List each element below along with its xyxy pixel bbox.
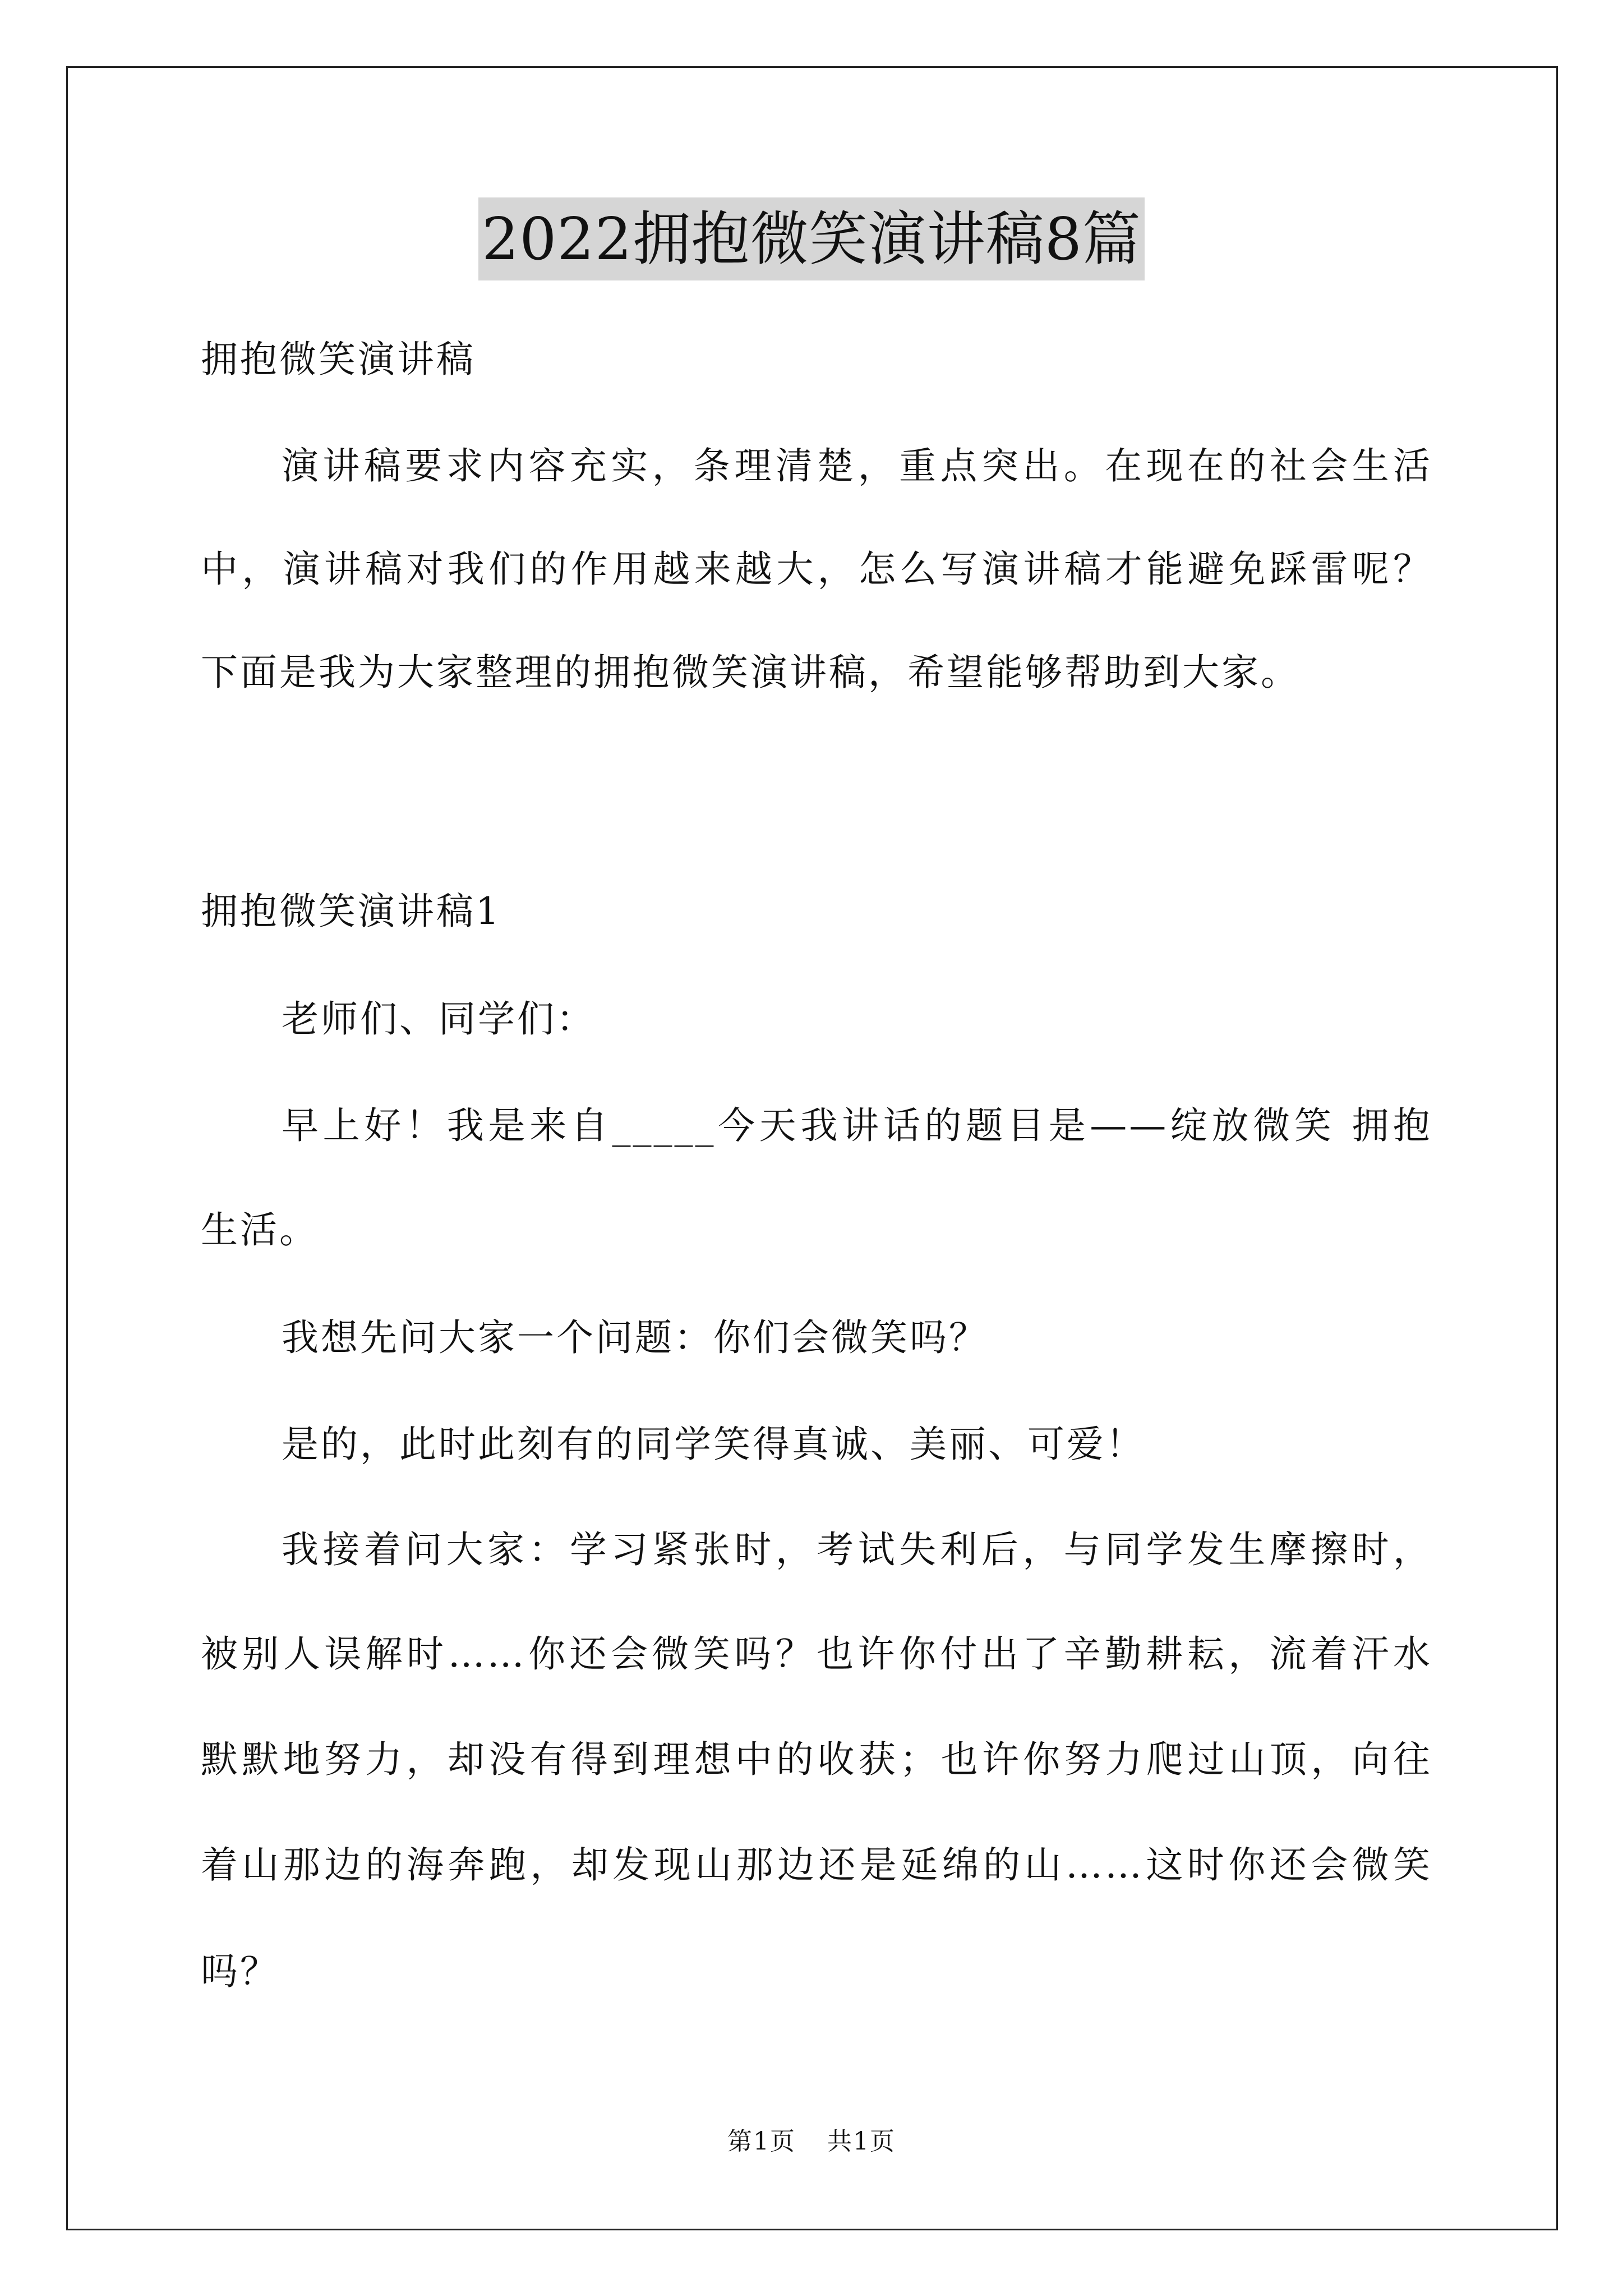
document-body — [201, 0, 1432, 2296]
intro-line-3: 下面是我为大家整理的拥抱微笑演讲稿，希望能够帮助到大家。 — [201, 651, 1300, 694]
speech-paragraph-4-line-5: 吗？ — [201, 1950, 279, 1993]
speech-paragraph-3: 是的，此时此刻有的同学笑得真诚、美丽、可爱！ — [282, 1423, 1145, 1466]
intro-line-1: 演讲稿要求内容充实，条理清楚，重点突出。在现在的社会生活 — [282, 444, 1432, 487]
document-title: 2022拥抱微笑演讲稿8篇 — [478, 197, 1145, 280]
speech-paragraph-2: 我想先问大家一个问题：你们会微笑吗？ — [282, 1316, 988, 1359]
speech-paragraph-4-line-1: 我接着问大家：学习紧张时，考试失利后，与同学发生摩擦时， — [282, 1528, 1432, 1571]
speech-paragraph-4-line-2: 被别人误解时……你还会微笑吗？也许你付出了辛勤耕耘，流着汗水 — [201, 1632, 1432, 1676]
page-footer — [0, 2125, 1623, 2159]
page-total: 共1页 — [827, 2127, 896, 2156]
section-heading: 拥抱微笑演讲稿 — [201, 338, 476, 381]
speech-heading: 拥抱微笑演讲稿1 — [201, 890, 501, 933]
intro-line-2: 中，演讲稿对我们的作用越来越大，怎么写演讲稿才能避免踩雷呢？ — [201, 547, 1432, 591]
speech-paragraph-1-line-2: 生活。 — [201, 1208, 319, 1251]
page-number: 第1页 — [727, 2127, 796, 2156]
speech-greeting: 老师们、同学们： — [282, 997, 596, 1041]
speech-paragraph-4-line-3: 默默地努力，却没有得到理想中的收获；也许你努力爬过山顶，向往 — [201, 1738, 1432, 1781]
speech-paragraph-1-line-1: 早上好！我是来自_____今天我讲话的题目是——绽放微笑 拥抱 — [282, 1104, 1432, 1147]
speech-paragraph-4-line-4: 着山那边的海奔跑，却发现山那边还是延绵的山……这时你还会微笑 — [201, 1843, 1432, 1887]
